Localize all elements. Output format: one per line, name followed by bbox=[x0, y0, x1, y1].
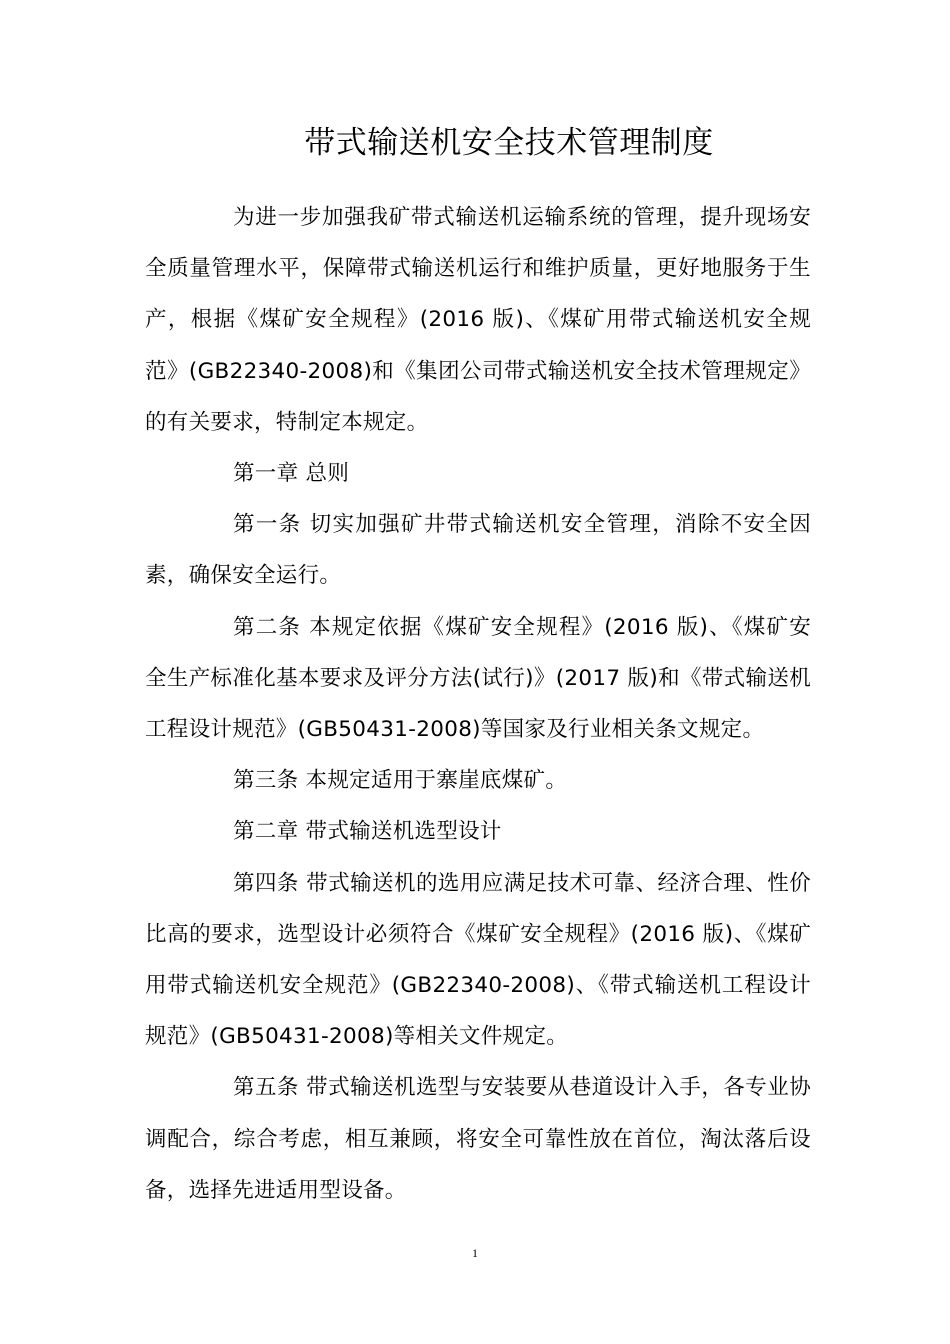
article-1: 第一条 切实加强矿井带式输送机安全管理，消除不安全因素，确保安全运行。 bbox=[145, 512, 811, 589]
chapter-heading-1: 第一章 总则 bbox=[233, 461, 350, 487]
chapter-heading-2: 第二章 带式输送机选型设计 bbox=[233, 819, 502, 845]
document-title: 带式输送机安全技术管理制度 bbox=[304, 125, 714, 161]
article-5: 第五条 带式输送机选型与安装要从巷道设计入手，各专业协调配合，综合考虑，相互兼顾，将安全可靠性放在首位，淘汰落后设备，选择先进适用型设备。 bbox=[145, 1075, 811, 1203]
article-3: 第三条 本规定适用于寨崖底煤矿。 bbox=[233, 768, 568, 794]
article-4: 第四条 带式输送机的选用应满足技术可靠、经济合理、性价比高的要求，选型设计必须符合《煤矿安全规程》(2016 版)、《煤矿用带式输送机安全规范》(GB22340-2008)、《带式输送机工程设计规范》(GB50431-2008)等相关文件规定。 bbox=[145, 870, 811, 1050]
page-number: 1 bbox=[472, 1246, 478, 1260]
paragraph-intro: 为进一步加强我矿带式输送机运输系统的管理，提升现场安全质量管理水平，保障带式输送机运行和维护质量，更好地服务于生产，根据《煤矿安全规程》(2016 版)、《煤矿用带式输送机安全规范》(GB22340-2008)和《集团公司带式输送机安全技术管理规定》的有关要求，特制定本规定。 bbox=[145, 205, 811, 435]
document-body bbox=[145, 192, 811, 1216]
article-2: 第二条 本规定依据《煤矿安全规程》(2016 版)、《煤矿安全生产标准化基本要求及评分方法(试行)》(2017 版)和《带式输送机工程设计规范》(GB50431-2008)等国家及行业相关条文规定。 bbox=[145, 614, 811, 743]
